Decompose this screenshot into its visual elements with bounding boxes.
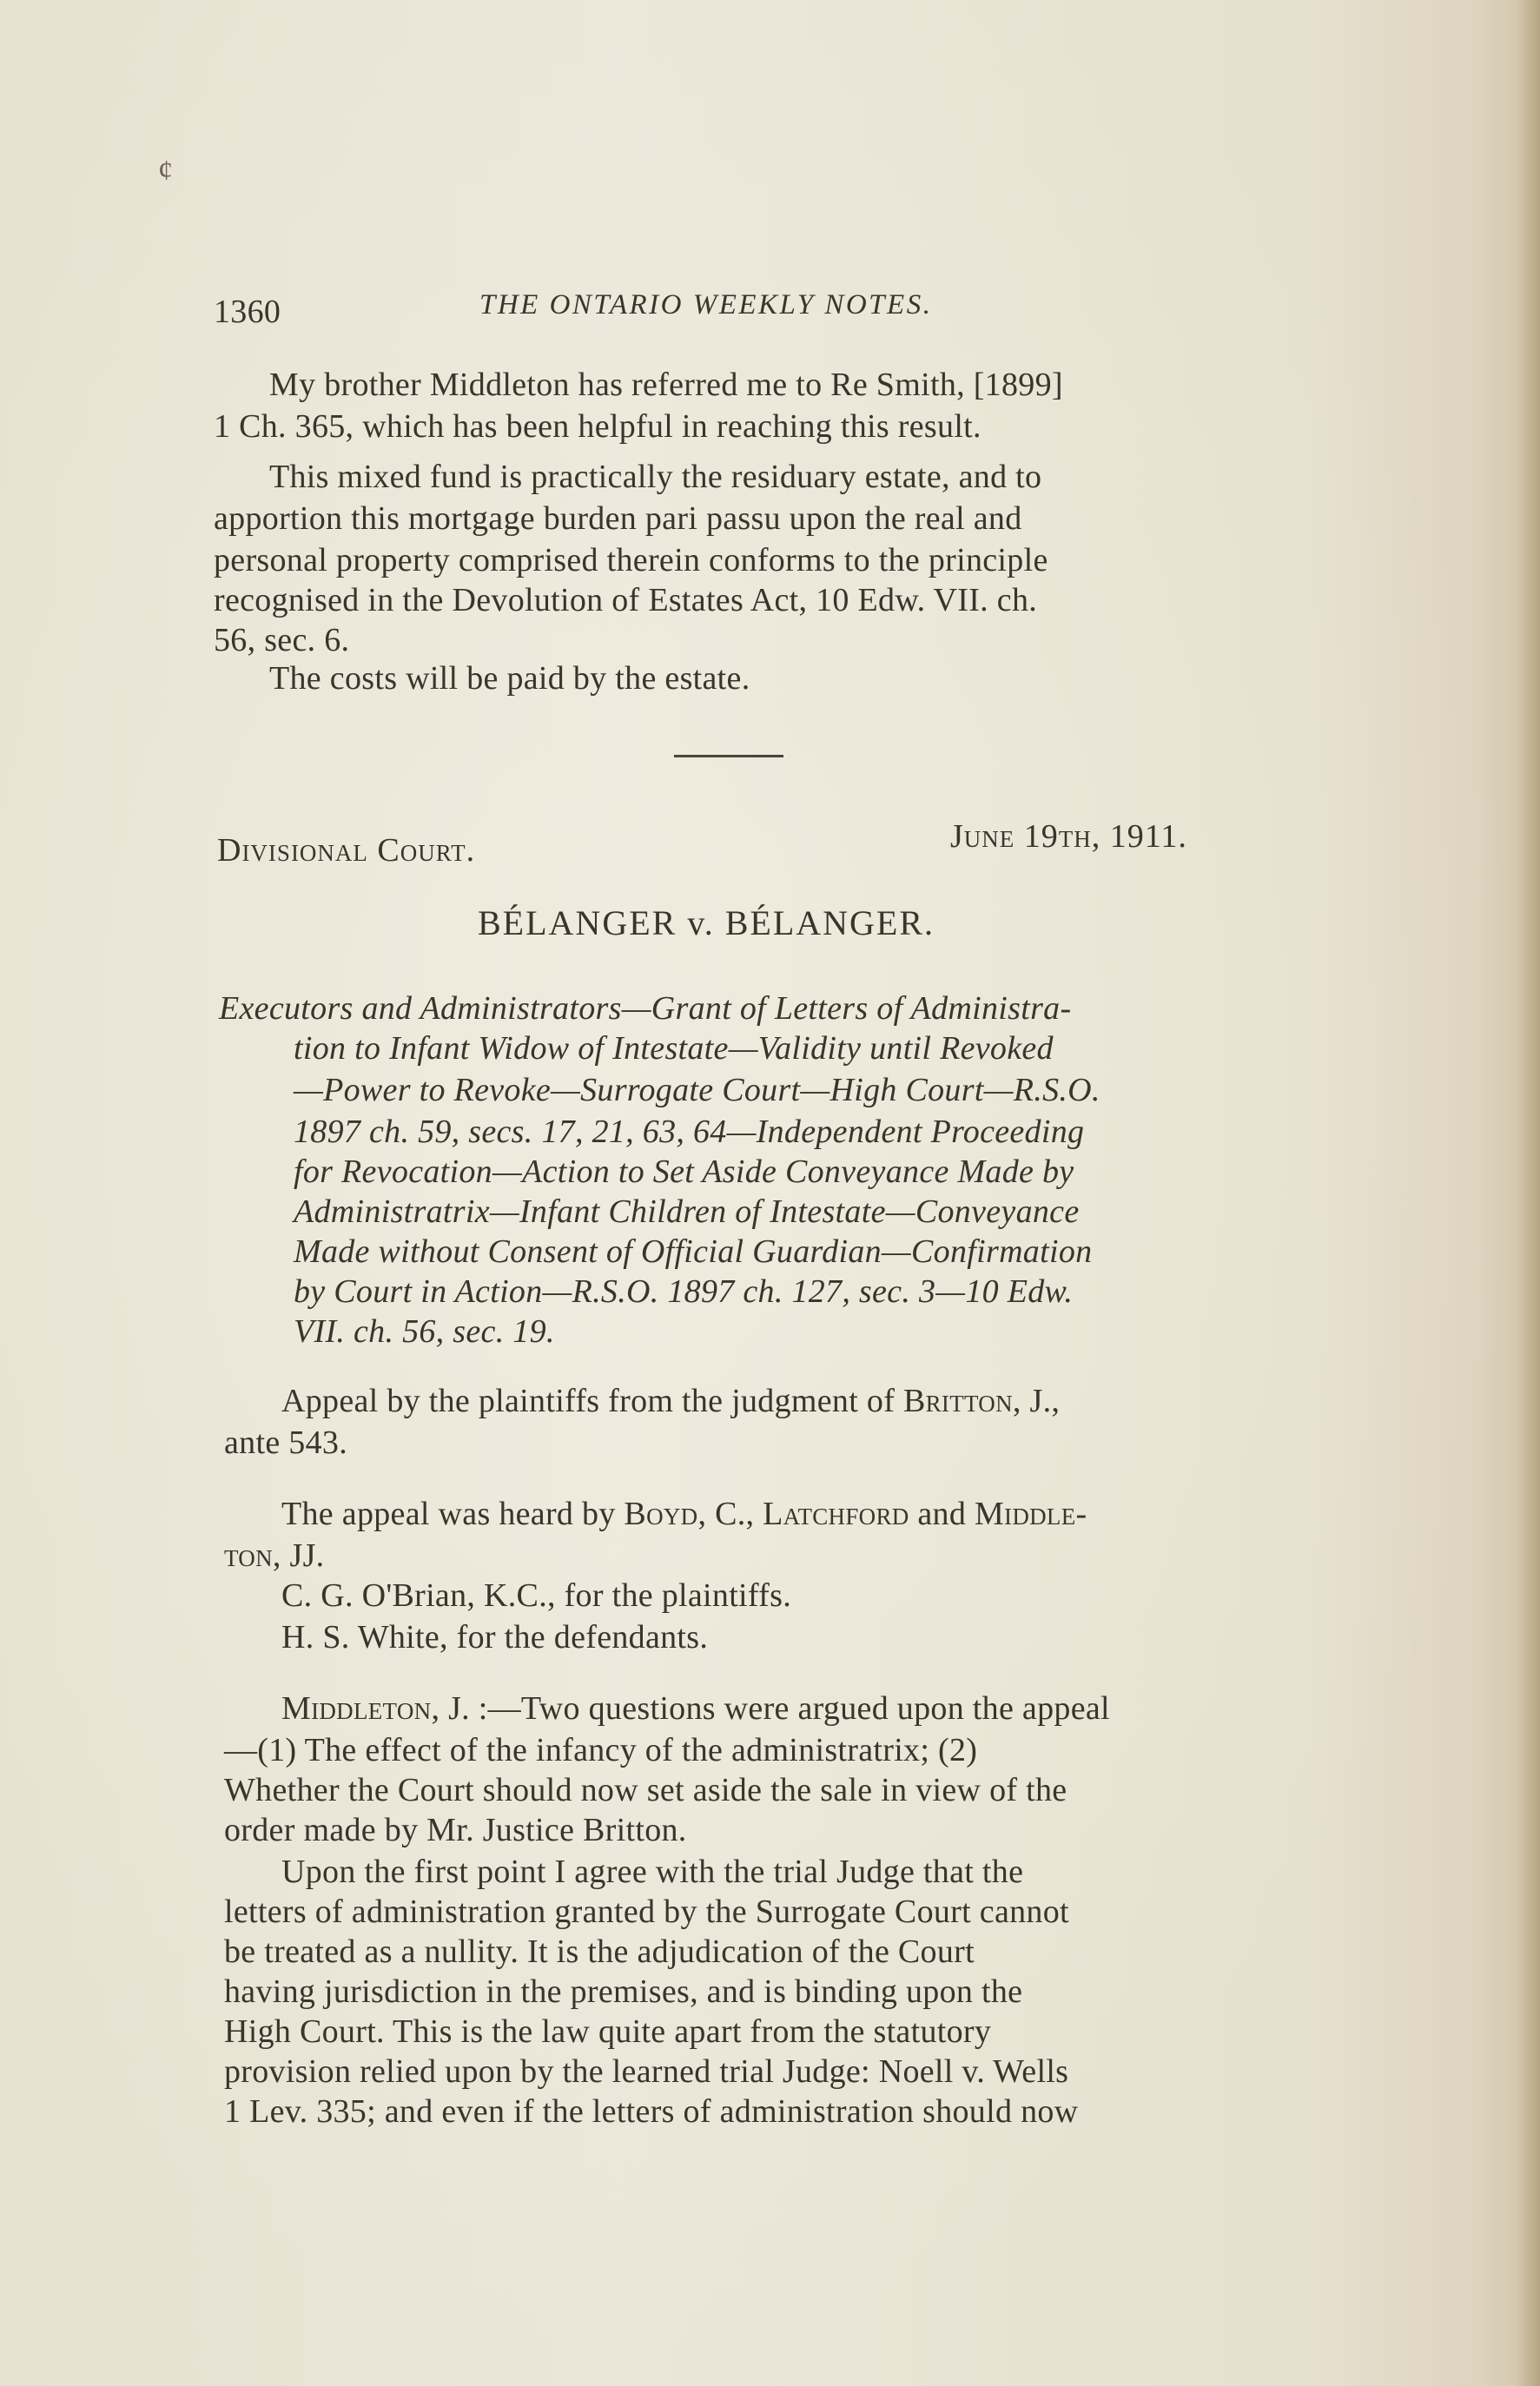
headnote-line: —Power to Revoke—Surrogate Court—High Court—R.S.O. xyxy=(294,1072,1100,1108)
bench-line xyxy=(281,1494,1087,1534)
headnote-line: 1897 ch. 59, secs. 17, 21, 63, 64—Independent Proceeding xyxy=(294,1114,1085,1150)
margin-mark: ¢ xyxy=(158,155,173,187)
judgment-line: Whether the Court should now set aside the sale in view of the xyxy=(224,1772,1067,1808)
judgment-line: be treated as a nullity. It is the adjudication of the Court xyxy=(224,1933,975,1970)
body-line: The costs will be paid by the estate. xyxy=(269,660,750,697)
body-line: My brother Middleton has referred me to Re Smith, [1899] xyxy=(269,367,1063,403)
headnote-line: tion to Infant Widow of Intestate—Validity until Revoked xyxy=(294,1030,1054,1067)
court-label: Divisional Court. xyxy=(217,832,476,869)
judge-middleton: Middle- xyxy=(974,1496,1087,1532)
judgment-line: order made by Mr. Justice Britton. xyxy=(224,1812,687,1848)
body-line: personal property comprised therein conforms to the principle xyxy=(214,542,1048,578)
body-line: apportion this mortgage burden pari passu upon the real and xyxy=(214,500,1022,537)
body-line: recognised in the Devolution of Estates Act, 10 Edw. VII. ch. xyxy=(214,582,1038,618)
judgment-line: letters of administration granted by the Surrogate Court cannot xyxy=(224,1894,1069,1930)
body-line: 56, sec. 6. xyxy=(214,622,350,658)
bench-text: and xyxy=(909,1496,975,1532)
bench-text: , C., xyxy=(697,1496,763,1532)
page-number: 1360 xyxy=(214,294,281,330)
headnote-line: by Court in Action—R.S.O. 1897 ch. 127, sec. 3—10 Edw. xyxy=(294,1273,1074,1310)
judgment-line: 1 Lev. 335; and even if the letters of administration should now xyxy=(224,2093,1079,2130)
appeal-text: Appeal by the plaintiffs from the judgment of xyxy=(281,1383,903,1419)
headnote-line: Administratrix—Infant Children of Intestate—Conveyance xyxy=(294,1193,1080,1230)
judge-middleton-cont: ton xyxy=(224,1537,273,1574)
page-edge-shadow xyxy=(1516,0,1540,2386)
section-divider xyxy=(674,755,783,757)
decision-date: June 19th, 1911. xyxy=(950,818,1187,855)
judgment-line: having jurisdiction in the premises, and is binding upon the xyxy=(224,1973,1023,2010)
bench-text: The appeal was heard by xyxy=(281,1496,625,1532)
headnote-line: Executors and Administrators—Grant of Letters of Administra- xyxy=(219,990,1072,1027)
running-title: THE ONTARIO WEEKLY NOTES. xyxy=(479,289,933,321)
judgment-line: Upon the first point I agree with the trial Judge that the xyxy=(281,1854,1024,1890)
headnote-line: VII. ch. 56, sec. 19. xyxy=(294,1313,555,1350)
bench-line-2 xyxy=(224,1536,324,1576)
body-line: 1 Ch. 365, which has been helpful in reaching this result. xyxy=(214,408,982,445)
judge-boyd: Boyd xyxy=(624,1496,698,1532)
body-line: This mixed fund is practically the residuary estate, and to xyxy=(269,459,1042,495)
judge-latchford: Latchford xyxy=(763,1496,909,1532)
appeal-text-end: , J., xyxy=(1012,1383,1061,1419)
judgment-line: provision relied upon by the learned trial Judge: Noell v. Wells xyxy=(224,2053,1069,2090)
counsel-defendants: H. S. White, for the defendants. xyxy=(281,1619,709,1656)
bench-text: , JJ. xyxy=(272,1537,325,1574)
judgment-judge: Middleton xyxy=(281,1690,432,1727)
headnote-line: for Revocation—Action to Set Aside Conveyance Made by xyxy=(294,1153,1074,1190)
judgment-text: , J. :—Two questions were argued upon the appeal xyxy=(431,1690,1110,1727)
appeal-line xyxy=(281,1381,1060,1421)
judgment-opening xyxy=(281,1689,1110,1728)
judgment-line: High Court. This is the law quite apart from the statutory xyxy=(224,2013,992,2050)
headnote-line: Made without Consent of Official Guardian—Confirmation xyxy=(294,1233,1093,1270)
judgment-line: —(1) The effect of the infancy of the administratrix; (2) xyxy=(224,1732,978,1768)
appeal-reference: ante 543. xyxy=(224,1424,347,1461)
counsel-plaintiffs: C. G. O'Brian, K.C., for the plaintiffs. xyxy=(281,1577,792,1614)
trial-judge-name: Britton xyxy=(902,1383,1013,1419)
case-title: BÉLANGER v. BÉLANGER. xyxy=(478,903,935,942)
